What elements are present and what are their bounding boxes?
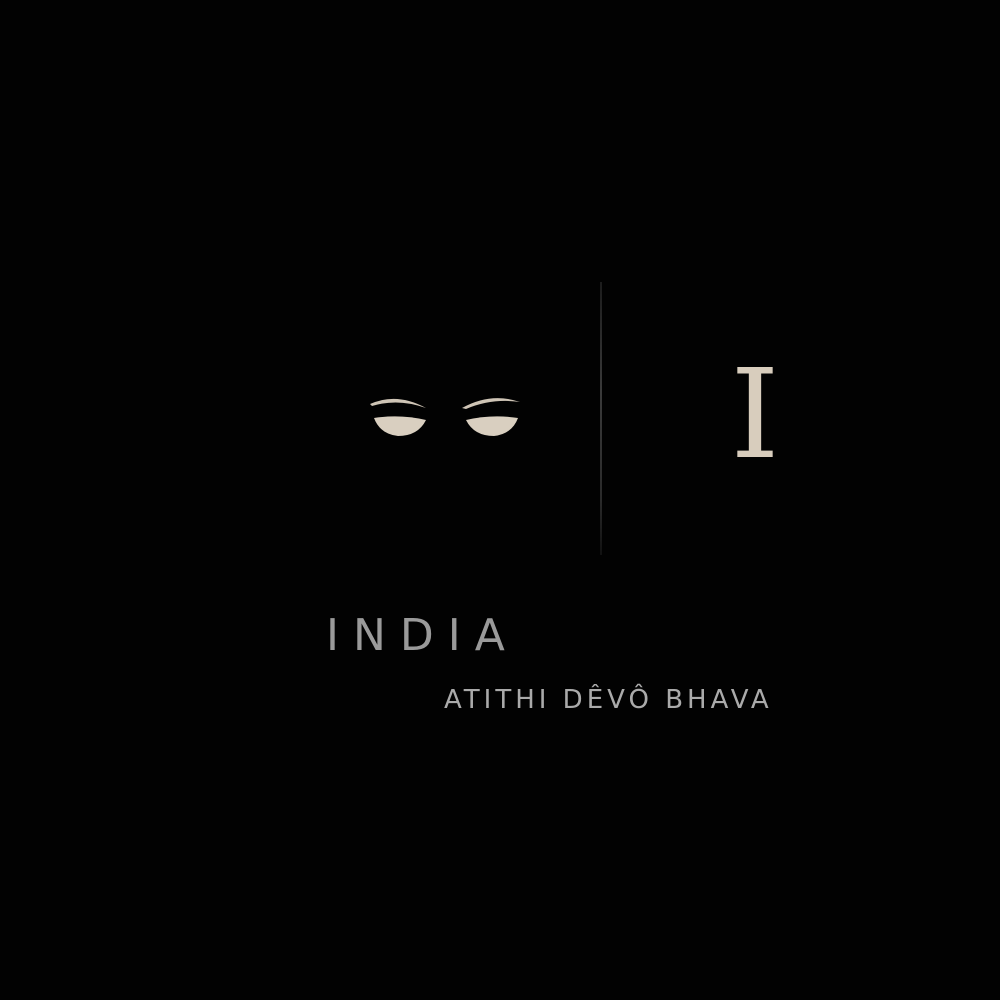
left-eyelid [374, 416, 426, 436]
closed-eyes-icon [362, 386, 532, 446]
right-eyebrow [462, 398, 520, 409]
vertical-divider [600, 282, 602, 555]
brand-tagline: ATITHI DÊVÔ BHAVA [444, 685, 773, 715]
roman-numeral: I [730, 343, 780, 487]
left-eyebrow [370, 399, 426, 408]
right-eyelid [466, 416, 518, 436]
brand-title: INDIA [326, 610, 519, 661]
